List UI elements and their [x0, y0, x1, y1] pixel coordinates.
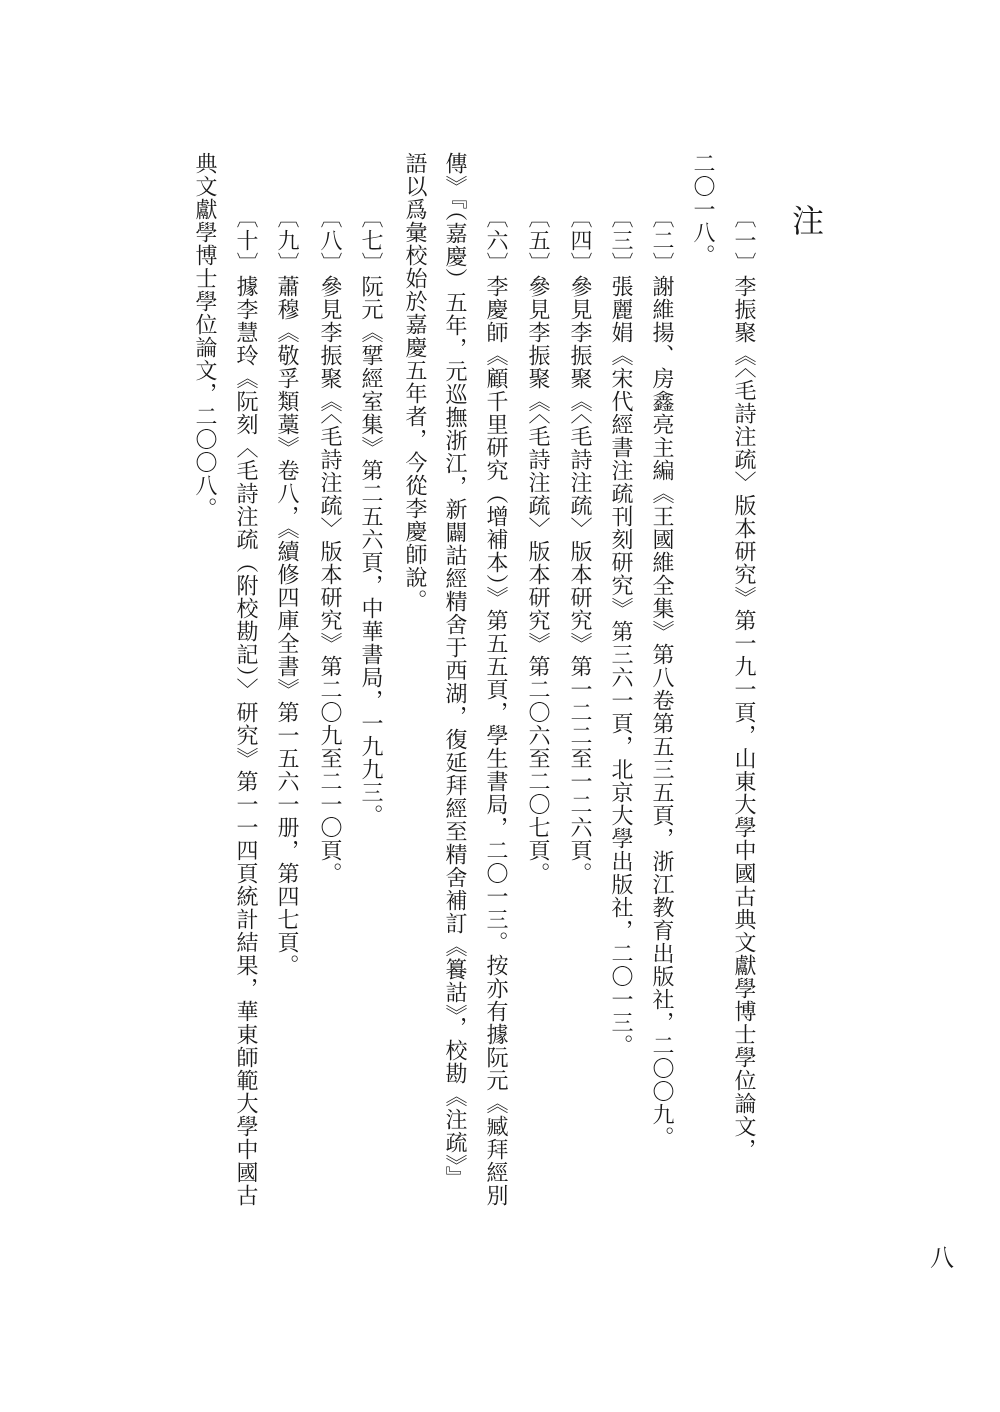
page-number: 八: [930, 1244, 954, 1272]
note-6-line-1: 〔六〕李慶師《顧千里研究（增補本）》第五五頁，學生書局，二〇一三。按亦有據阮元《臧拜經別: [483, 206, 508, 1207]
note-6-line-3: 語以爲彙校始於嘉慶五年者，今從李慶師說。: [402, 152, 427, 612]
notes-heading: 注: [787, 204, 825, 237]
note-1-line-2: 二〇一八。: [690, 152, 715, 267]
note-3: 〔三〕張麗娟《宋代經書注疏刊刻研究》第三六一頁，北京大學出版社，二〇一三。: [608, 206, 633, 1057]
note-4: 〔四〕參見李振聚《〈毛詩注疏〉版本研究》第一二二至一二六頁。: [567, 206, 592, 885]
note-8: 〔八〕參見李振聚《〈毛詩注疏〉版本研究》第二〇九至二一〇頁。: [317, 206, 342, 885]
note-1-line-1: 〔一〕李振聚《〈毛詩注疏〉版本研究》第一九一頁，山東大學中國古典文獻學博士學位論文，: [731, 206, 756, 1161]
note-10-line-1: 〔十〕據李慧玲《阮刻〈毛詩注疏（附校勘記）〉研究》第一一四頁統計結果，華東師範大學中國古: [233, 206, 258, 1207]
note-5: 〔五〕參見李振聚《〈毛詩注疏〉版本研究》第二〇六至二〇七頁。: [525, 206, 550, 885]
note-10-line-2: 典文獻學博士學位論文，二〇〇八。: [192, 152, 217, 520]
note-2: 〔二〕謝維揚、房鑫亮主編《王國維全集》第八卷第五三五頁，浙江教育出版社，二〇〇九。: [649, 206, 674, 1149]
note-9: 〔九〕蕭穆《敬孚類藁》卷八，《續修四庫全書》第一五六一册，第四七頁。: [274, 206, 299, 977]
note-6-line-2: 傳》『（嘉慶）五年，元巡撫浙江，新闢詁經精舍于西湖，復延拜經至精舍補訂《籑詁》，校勘《注疏》』: [442, 152, 467, 1189]
note-7: 〔七〕阮元《揅經室集》第二五六頁，中華書局，一九九三。: [358, 206, 383, 827]
